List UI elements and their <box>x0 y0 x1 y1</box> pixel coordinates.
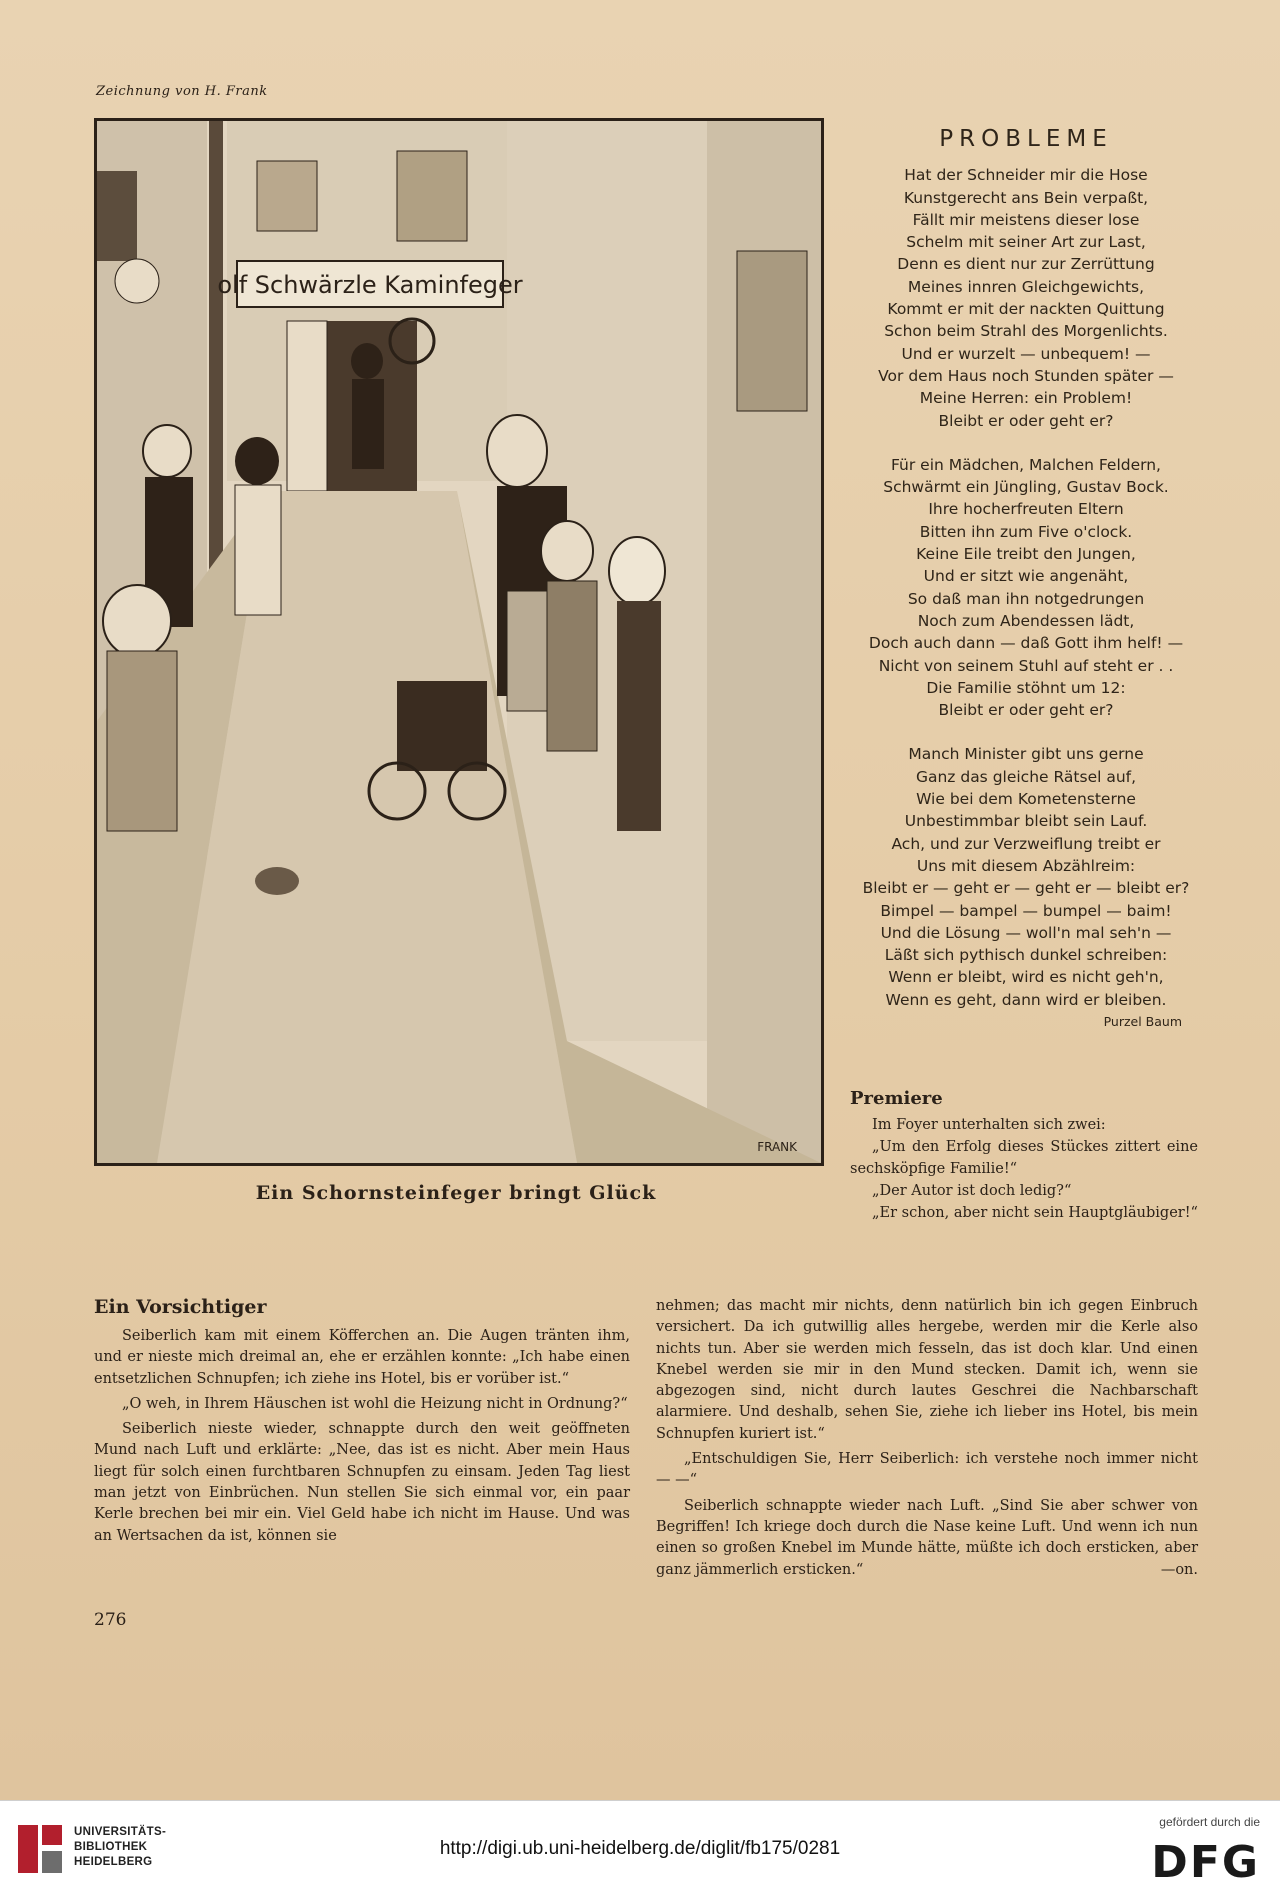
poem-stanza-1 <box>842 164 1210 432</box>
poem-author: Purzel Baum <box>1103 1013 1182 1029</box>
poem-line: Denn es dient nur zur Zerrüttung <box>897 255 1155 274</box>
page-number: 276 <box>94 1610 127 1630</box>
window-boy-head <box>115 259 159 303</box>
dog <box>255 867 299 895</box>
poem-line: Ach, und zur Verzweiflung treibt er <box>891 834 1161 853</box>
poem-line: Für ein Mädchen, Malchen Feldern, <box>890 455 1161 474</box>
premiere-paragraph: „Er schon, aber nicht sein Hauptgläubiger!“ <box>872 1205 1198 1221</box>
poem-line: Bleibt er oder geht er? <box>938 701 1114 720</box>
window-far-left <box>97 171 137 261</box>
woman-hat <box>609 537 665 605</box>
story-column-2 <box>656 1296 1198 1585</box>
poem-line: Ihre hocherfreuten Eltern <box>928 500 1124 519</box>
window-woman <box>397 151 467 241</box>
poem-line: Doch auch dann — daß Gott ihm helf! — <box>868 634 1184 653</box>
dfg-logo: DFG <box>1151 1837 1260 1888</box>
premiere-paragraph: Im Foyer unterhalten sich zwei: <box>872 1117 1106 1133</box>
poem-line: Uns mit diesem Abzählreim: <box>916 856 1136 875</box>
poem-probleme <box>842 128 1210 1033</box>
poem-line: Schwärmt ein Jüngling, Gustav Bock. <box>883 478 1169 497</box>
story-signoff: —on. <box>1160 1561 1198 1578</box>
funded-by-label: gefördert durch die <box>1159 1815 1260 1829</box>
girl-head <box>235 437 279 485</box>
window-left <box>257 161 317 231</box>
poem-line: So daß man ihn notgedrungen <box>907 589 1145 608</box>
poem-line: Vor dem Haus noch Stunden später — <box>878 366 1174 385</box>
cartoon-illustration <box>94 118 824 1166</box>
poem-line: Und er sitzt wie angenäht, <box>923 567 1129 586</box>
woman-left-dress <box>107 651 177 831</box>
old-man-body <box>547 581 597 751</box>
illustration-caption: Ein Schornsteinfeger bringt Glück <box>255 1182 657 1204</box>
chimney-sweep-body <box>352 379 384 469</box>
poem-line: Läßt sich pythisch dunkel schreiben: <box>884 946 1168 965</box>
premiere-paragraph: „Der Autor ist doch ledig?“ <box>872 1183 1072 1199</box>
poem-line: Fällt mir meistens dieser lose <box>912 210 1140 229</box>
open-door <box>287 321 327 491</box>
premiere-paragraph: „Um den Erfolg dieses Stückes zittert eine sechsköpfige Familie!“ <box>850 1139 1198 1177</box>
girl-dress <box>235 485 281 615</box>
poem-line: Ganz das gleiche Rätsel auf, <box>915 767 1137 786</box>
story-title: Ein Vorsichtiger <box>94 1296 267 1318</box>
shop-sign-text: olf Schwärzle Kaminfeger <box>217 271 523 299</box>
poem-line: Unbestimmbar bleibt sein Lauf. <box>904 812 1148 831</box>
poem-line: Bleibt er — geht er — geht er — bleibt er? <box>862 879 1190 898</box>
poem-line: Wenn er bleibt, wird es nicht geh'n, <box>888 968 1164 987</box>
story-paragraph: nehmen; das macht mir nichts, denn natürlich bin ich gegen Einbruch versichert. Da ich gutwillig alles hergebe, werden mir die Kerle also nichts tun. Aber sie werden mich fesseln, das ist doch klar. Und einen Knebel werden sie mir in den Mund stecken. Damit ich, wenn sie abgezogen sind, nicht durch lautes Geschrei die Nachbarschaft alarmiere. Und deshalb, sehen Sie, ziehe ich lieber ins Hotel, bis mein Schnupfen kuriert ist.“ <box>656 1298 1198 1442</box>
poem-line: Schon beim Strahl des Morgenlichts. <box>884 322 1168 341</box>
barrel-organ <box>397 681 487 771</box>
poem-line: Und er wurzelt — unbequem! — <box>901 344 1151 363</box>
story-column-1 <box>94 1326 630 1551</box>
poem-stanza-3 <box>842 743 1210 1011</box>
poem-line: Noch zum Abendessen lädt, <box>917 611 1135 630</box>
poem-line: Nicht von seinem Stuhl auf steht er . . <box>878 656 1174 675</box>
poem-line: Bimpel — bampel — bumpel — baim! <box>880 901 1172 920</box>
street-scene-drawing <box>97 121 821 1163</box>
story-paragraph: Seiberlich nieste wieder, schnappte durch den weit geöffneten Mund nach Luft und erklärte: „Nee, das ist es nicht. Aber mein Haus liegt für solch einen furchtbaren Schnupfen zu einsam. Jeden Tag liest man jetzt von Einbrüchen. Nun stellen Sie sich einmal vor, ein paar Kerle brechen bei mir ein. Viel Geld habe ich nicht im Hause. Und was an Wertsachen da ist, können sie <box>94 1421 630 1544</box>
poem-stanza-2 <box>842 454 1210 722</box>
premiere-title: Premiere <box>850 1088 943 1109</box>
poem-line: Keine Eile treibt den Jungen, <box>916 545 1136 564</box>
logo-line: UNIVERSITÄTS- <box>74 1826 167 1838</box>
poem-line: Bitten ihn zum Five o'clock. <box>919 522 1133 541</box>
story-paragraph: „Entschuldigen Sie, Herr Seiberlich: ich verstehe noch immer nicht — —“ <box>656 1451 1198 1489</box>
logo-line: HEIDELBERG <box>74 1856 153 1868</box>
poem-line: Bleibt er oder geht er? <box>938 411 1114 430</box>
poem-line: Hat der Schneider mir die Hose <box>904 166 1148 185</box>
woman-left-head <box>103 585 171 657</box>
poem-line: Kommt er mit der nackten Quittung <box>887 300 1165 319</box>
poem-line: Manch Minister gibt uns gerne <box>908 745 1144 764</box>
poem-line: Kunstgerecht ans Bein verpaßt, <box>903 188 1149 207</box>
poem-line: Meines innren Gleichgewichts, <box>907 277 1145 296</box>
permalink-url[interactable]: http://digi.ub.uni-heidelberg.de/diglit/fb175/0281 <box>439 1838 841 1859</box>
poem-title: PROBLEME <box>939 126 1113 152</box>
story-paragraph: „O weh, in Ihrem Häuschen ist wohl die Heizung nicht in Ordnung?“ <box>122 1395 628 1412</box>
poem-line: Die Familie stöhnt um 12: <box>926 678 1126 697</box>
poem-line: Meine Herren: ein Problem! <box>919 389 1133 408</box>
window-right <box>737 251 807 411</box>
chimney-sweep-head <box>351 343 383 379</box>
story-paragraph-text: Seiberlich schnappte wieder nach Luft. „Sind Sie aber schwer von Begriffen! Ich kriege doch durch die Nase keine Luft. Und wenn ich nun einen so großen Knebel im Munde hätte, müßte ich doch ersticken, aber ganz jämmerlich ersticken.“ <box>656 1497 1198 1578</box>
woman-dress <box>617 601 661 831</box>
illustration-credit: Zeichnung von H. Frank <box>96 84 268 99</box>
story-paragraph <box>656 1496 1198 1581</box>
poem-line: Wie bei dem Kometensterne <box>916 790 1136 809</box>
artist-signature: FRANK <box>757 1140 797 1154</box>
premiere-anecdote <box>850 1088 1198 1224</box>
poem-line: Wenn es geht, dann wird er bleiben. <box>885 990 1167 1009</box>
man-left-head <box>143 425 191 477</box>
poem-line: Und die Lösung — woll'n mal seh'n — <box>880 923 1172 942</box>
man-hat-head <box>487 415 547 487</box>
logo-line: BIBLIOTHEK <box>74 1841 148 1853</box>
viewer-footer <box>0 1800 1280 1897</box>
poem-line: Schelm mit seiner Art zur Last, <box>906 233 1146 252</box>
story-paragraph: Seiberlich kam mit einem Köfferchen an. Die Augen tränten ihm, und er nieste mich dreimal an, ehe er erzählen konnte: „Ich habe einen entsetzlichen Schnupfen; ich ziehe ins Hotel, bis er vorüber ist.“ <box>94 1328 630 1387</box>
old-man-head <box>541 521 593 581</box>
